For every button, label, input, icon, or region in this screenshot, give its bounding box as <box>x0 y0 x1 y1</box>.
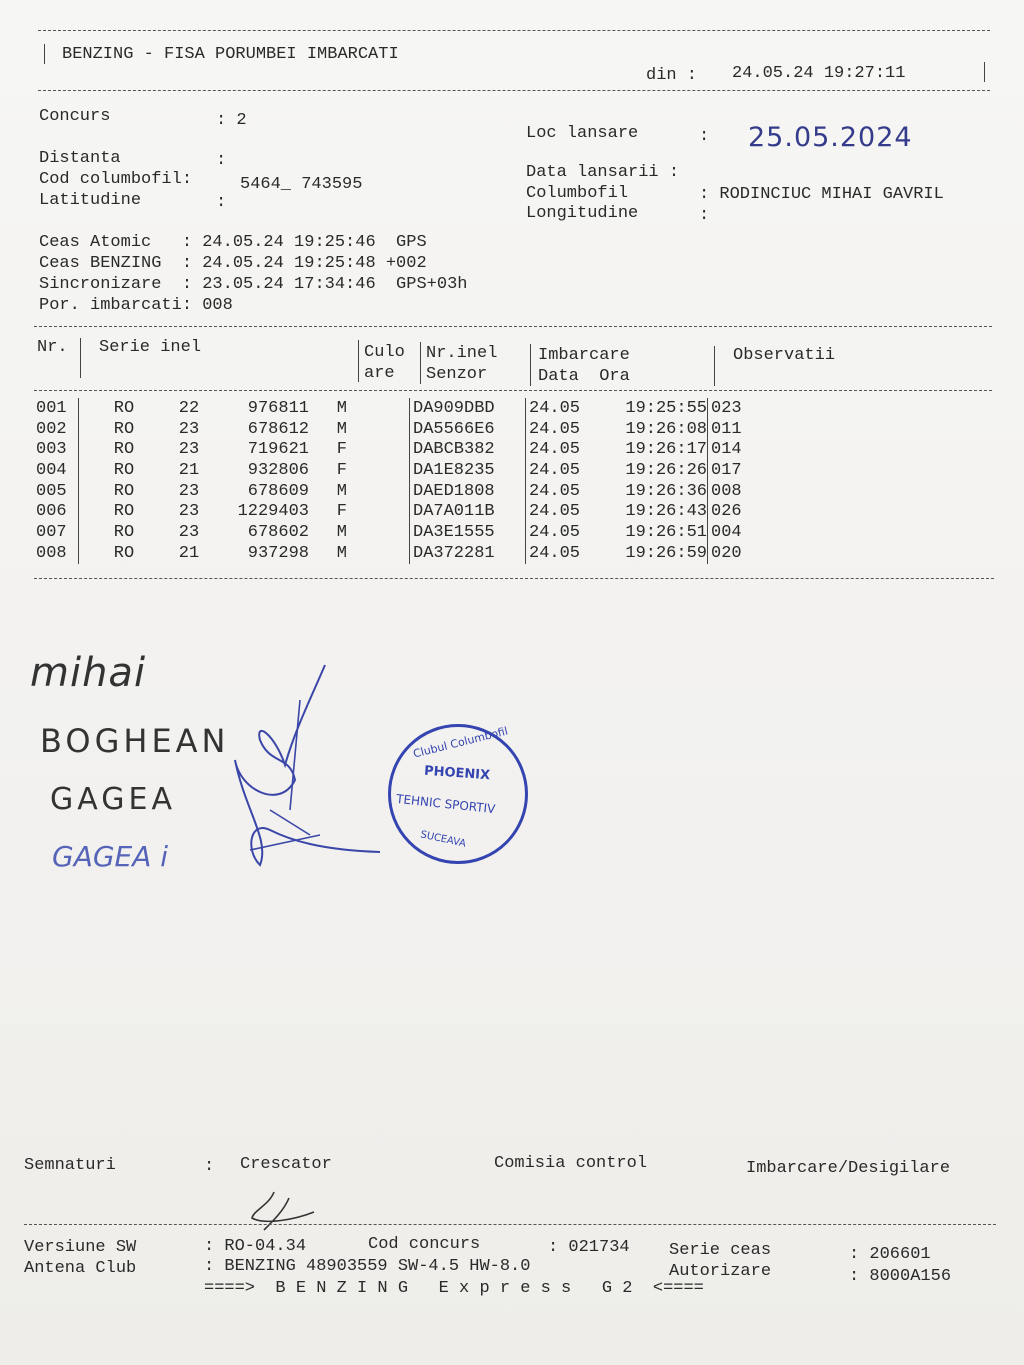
cell-culoare <box>347 543 410 564</box>
semnaturi-label: Semnaturi <box>24 1156 116 1175</box>
table-header-rule <box>34 390 992 391</box>
signature-scribble <box>200 660 400 880</box>
comisia-control-label: Comisia control <box>494 1154 648 1173</box>
cell-ora: 19:25:55 <box>597 398 708 419</box>
sincronizare: Sincronizare : 23.05.24 17:34:46 GPS+03h <box>39 275 468 294</box>
cell-obs: 014 <box>711 440 742 460</box>
col-imbarcare-header: Imbarcare <box>538 346 630 365</box>
table-row <box>36 439 771 460</box>
cell-obs: 008 <box>711 481 742 501</box>
cell-ora: 19:26:17 <box>597 439 708 460</box>
cell-nr: 006 <box>36 501 79 522</box>
cell-data: 24.05 <box>529 502 581 522</box>
antena-club-label: Antena Club <box>24 1259 137 1278</box>
crescator-signature <box>244 1190 324 1240</box>
distanta-label: Distanta <box>39 149 121 168</box>
cell-obs: 026 <box>711 502 742 522</box>
versiune-sw-label: Versiune SW <box>24 1238 137 1257</box>
cell-nr: 005 <box>36 481 79 502</box>
cell-tara: RO <box>113 419 135 439</box>
cell-senzor: DA1E8235 <box>410 460 526 481</box>
col-culoare-header: Culo <box>364 343 405 362</box>
handwriting-gagea-signature: GAGEA i <box>52 840 169 873</box>
cell-nr: 002 <box>36 419 79 440</box>
cell-nr: 004 <box>36 460 79 481</box>
cell-nr: 007 <box>36 522 79 543</box>
ceas-benzing: Ceas BENZING : 24.05.24 19:25:48 +002 <box>39 254 427 273</box>
cell-inel: 976811 <box>247 398 309 418</box>
document-title: BENZING - FISA PORUMBEI IMBARCATI <box>62 45 399 64</box>
cell-sex: M <box>336 419 347 439</box>
cell-an: 23 <box>178 419 200 439</box>
cell-tara: RO <box>113 440 135 460</box>
cell-inel: 678612 <box>247 419 309 439</box>
longitudine-label: Longitudine <box>526 204 639 223</box>
cell-ora: 19:26:51 <box>597 522 708 543</box>
data-lansarii-label: Data lansarii : <box>526 163 680 182</box>
cell-an: 23 <box>178 522 200 542</box>
col-culoare-header-2: are <box>364 364 395 383</box>
cell-sex: F <box>336 440 347 460</box>
serie-ceas-value: : 206601 <box>849 1245 931 1264</box>
autorizare-label: Autorizare <box>669 1262 772 1281</box>
cell-an: 23 <box>178 502 200 522</box>
cell-an: 23 <box>178 481 200 501</box>
table-row <box>36 419 771 440</box>
benzing-express-banner: ====> B E N Z I N G E x p r e s s G 2 <==== <box>204 1279 704 1298</box>
cell-data: 24.05 <box>529 522 581 542</box>
table-bottom-rule <box>34 578 994 579</box>
col-divider <box>358 340 359 382</box>
cell-tara: RO <box>113 481 135 501</box>
columbofil-label: Columbofil <box>526 184 629 203</box>
header-bottom-rule <box>38 90 990 91</box>
cell-nr: 001 <box>36 398 79 419</box>
longitudine-value: : <box>699 206 710 225</box>
cell-sex: M <box>336 398 347 418</box>
cell-inel: 678602 <box>247 522 309 542</box>
cell-data: 24.05 <box>529 419 581 439</box>
loc-lansare-label: Loc lansare <box>526 124 639 143</box>
cell-obs: 023 <box>711 398 742 418</box>
col-serie-header: Serie inel <box>99 338 202 357</box>
table-row <box>36 481 771 502</box>
cell-sex: M <box>336 481 347 501</box>
stamp-top-text: Clubul Columbofil <box>411 724 510 761</box>
cell-nr: 008 <box>36 543 79 564</box>
cod-concurs-label: Cod concurs <box>368 1235 481 1254</box>
cell-inel: 1229403 <box>237 502 309 522</box>
col-nr-header: Nr. <box>37 338 68 357</box>
table-row <box>36 522 771 543</box>
table-row <box>36 543 771 564</box>
stamp-bottom-text: SUCEAVA <box>419 829 467 850</box>
cell-obs: 020 <box>711 543 742 563</box>
cell-senzor: DAED1808 <box>410 481 526 502</box>
columbofil-value: : RODINCIUC MIHAI GAVRIL <box>699 185 944 204</box>
cod-concurs-value: : 021734 <box>548 1238 630 1257</box>
serie-ceas-label: Serie ceas <box>669 1241 772 1260</box>
cell-senzor: DA3E1555 <box>410 522 526 543</box>
loc-lansare-sep: : <box>699 127 710 146</box>
footer-top-rule <box>24 1224 996 1225</box>
col-divider <box>714 346 715 386</box>
cell-senzor: DA372281 <box>410 543 526 564</box>
cell-obs: 004 <box>711 522 742 542</box>
stamp-tehnic-sportiv: TEHNIC SPORTIV <box>395 791 496 817</box>
cell-inel: 937298 <box>247 543 309 563</box>
handwritten-date: 25.05.2024 <box>748 122 913 153</box>
cell-culoare <box>347 501 410 522</box>
cell-sex: F <box>336 460 347 480</box>
cell-an: 22 <box>178 398 200 418</box>
ceas-atomic: Ceas Atomic : 24.05.24 19:25:46 GPS <box>39 233 427 252</box>
cell-ora: 19:26:26 <box>597 460 708 481</box>
cell-tara: RO <box>113 460 135 480</box>
col-divider <box>420 342 421 384</box>
cell-culoare <box>347 481 410 502</box>
crescator-label: Crescator <box>240 1155 332 1174</box>
header-right-bar <box>984 62 985 82</box>
cell-culoare <box>347 460 410 481</box>
latitudine-label: Latitudine <box>39 191 142 210</box>
col-divider <box>530 344 531 386</box>
cell-culoare <box>347 439 410 460</box>
cell-obs: 011 <box>711 419 742 439</box>
handwriting-mihai: mihai <box>30 650 147 696</box>
latitudine-value: : <box>216 193 227 212</box>
birds-table <box>36 398 771 564</box>
table-row <box>36 398 771 419</box>
header-top-rule <box>38 30 990 31</box>
cell-culoare <box>347 522 410 543</box>
din-timestamp: 24.05.24 19:27:11 <box>732 64 906 83</box>
autorizare-value: : 8000A156 <box>849 1267 952 1286</box>
cell-inel: 678609 <box>247 481 309 501</box>
stamp-phoenix: PHOENIX <box>423 763 491 784</box>
cell-tara: RO <box>113 398 135 418</box>
cell-sex: M <box>336 543 347 563</box>
cell-culoare <box>347 398 410 419</box>
cell-ora: 19:26:43 <box>597 501 708 522</box>
imbarcare-desigilare-label: Imbarcare/Desigilare <box>746 1159 951 1178</box>
antena-club-value: : BENZING 48903559 SW-4.5 HW-8.0 <box>204 1257 531 1276</box>
cell-obs: 017 <box>711 460 742 480</box>
cell-tara: RO <box>113 502 135 522</box>
versiune-sw-value: : RO-04.34 <box>204 1237 307 1256</box>
concurs-value: : 2 <box>216 111 247 130</box>
semnaturi-sep: : <box>204 1157 215 1176</box>
cell-ora: 19:26:36 <box>597 481 708 502</box>
table-top-rule <box>34 326 992 327</box>
cell-data: 24.05 <box>529 398 581 418</box>
cod-columbofil-value: 5464_ 743595 <box>240 175 363 194</box>
col-senzor-header: Senzor <box>426 365 488 384</box>
distanta-value: : <box>216 151 227 170</box>
col-data-ora-header: Data Ora <box>538 367 630 386</box>
cell-tara: RO <box>113 543 135 563</box>
cell-senzor: DA7A011B <box>410 501 526 522</box>
cell-sex: F <box>336 502 347 522</box>
col-divider <box>80 338 81 378</box>
cell-an: 21 <box>178 460 200 480</box>
cell-data: 24.05 <box>529 460 581 480</box>
col-observatii-header: Observatii <box>733 346 836 365</box>
cell-inel: 719621 <box>247 440 309 460</box>
cell-culoare <box>347 419 410 440</box>
cell-senzor: DA909DBD <box>410 398 526 419</box>
cell-data: 24.05 <box>529 481 581 501</box>
din-label: din : <box>646 66 698 85</box>
cell-an: 21 <box>178 543 200 563</box>
cell-an: 23 <box>178 440 200 460</box>
cod-columbofil-label: Cod columbofil: <box>39 170 193 189</box>
cell-tara: RO <box>113 522 135 542</box>
cell-ora: 19:26:59 <box>597 543 708 564</box>
col-nr-inel-header: Nr.inel <box>426 344 498 363</box>
cell-data: 24.05 <box>529 440 581 460</box>
table-row <box>36 460 771 481</box>
cell-inel: 932806 <box>247 460 309 480</box>
table-row <box>36 501 771 522</box>
concurs-label: Concurs <box>39 107 111 126</box>
cell-senzor: DA5566E6 <box>410 419 526 440</box>
cell-ora: 19:26:08 <box>597 419 708 440</box>
cell-sex: M <box>336 522 347 542</box>
cell-nr: 003 <box>36 439 79 460</box>
porumbei-imbarcati: Por. imbarcati: 008 <box>39 296 233 315</box>
cell-senzor: DABCB382 <box>410 439 526 460</box>
header-left-bar <box>44 44 45 64</box>
cell-data: 24.05 <box>529 543 581 563</box>
handwriting-gagea: GAGEA <box>50 782 176 817</box>
handwriting-boghean: BOGHEAN <box>40 722 230 760</box>
